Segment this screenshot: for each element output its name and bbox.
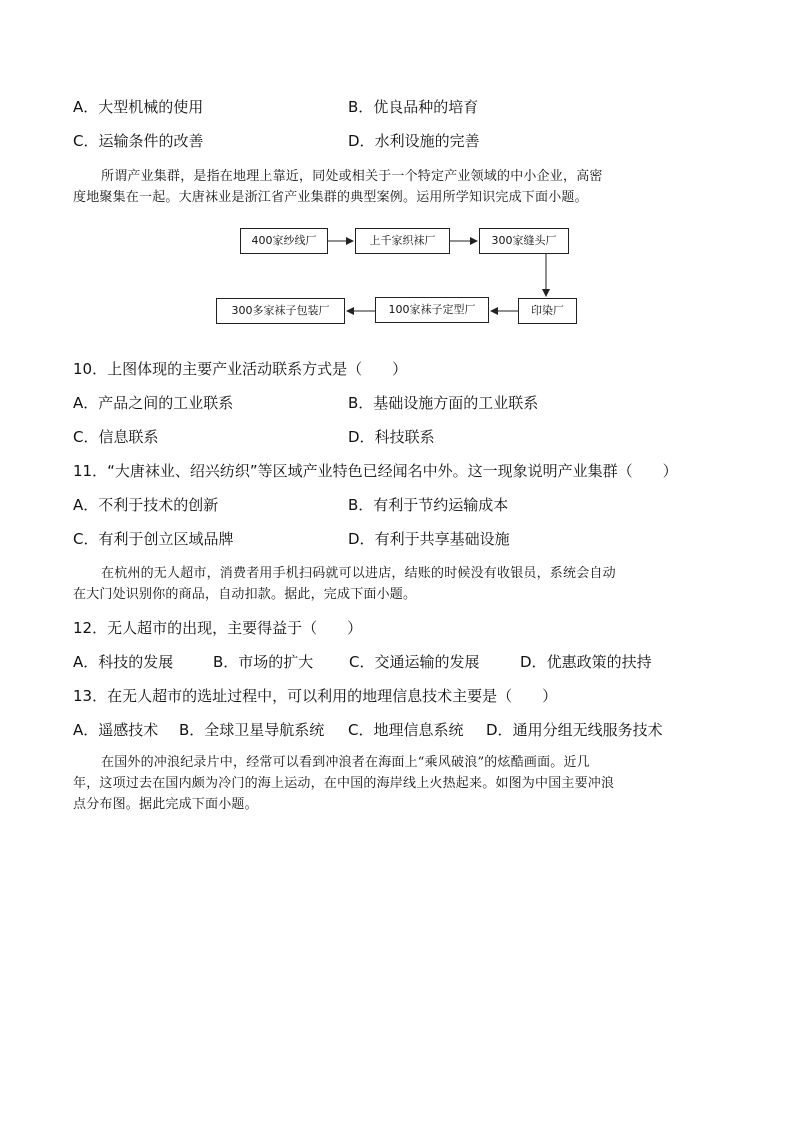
option-text: 交通运输的发展 bbox=[374, 653, 480, 671]
option-text: 科技联系 bbox=[374, 428, 435, 446]
flow-node-dyeing-factory: 印染厂 bbox=[518, 298, 577, 324]
option-letter: C． bbox=[73, 530, 99, 548]
passage-line: 在大门处识别你的商品，自动扣款。据此，完成下面小题。 bbox=[73, 587, 417, 602]
flow-node-sock-shaping-factory: 100家袜子定型厂 bbox=[375, 297, 489, 323]
option-letter: C． bbox=[73, 132, 99, 150]
q13-option-d[interactable] bbox=[486, 720, 663, 740]
option-text: 大型机械的使用 bbox=[98, 98, 204, 116]
option-letter: D． bbox=[348, 132, 375, 150]
q11-option-d[interactable] bbox=[348, 529, 510, 549]
option-letter: D． bbox=[520, 653, 547, 671]
flow-node-sock-packaging-factory: 300多家袜子包装厂 bbox=[216, 298, 345, 324]
option-text: 有利于创立区域品牌 bbox=[98, 530, 234, 548]
option-letter: C． bbox=[349, 653, 375, 671]
option-text: 基础设施方面的工业联系 bbox=[373, 394, 539, 412]
option-letter: B． bbox=[179, 721, 205, 739]
option-letter: A． bbox=[73, 394, 99, 412]
q11-option-b[interactable] bbox=[348, 495, 508, 515]
passage-line: 所谓产业集群，是指在地理上靠近，同处或相关于一个特定产业领域的中小企业，高密 bbox=[101, 169, 603, 184]
flow-node-yarn-factory: 400家纱线厂 bbox=[240, 228, 328, 254]
option-text: 不利于技术的创新 bbox=[98, 496, 219, 514]
option-letter: B． bbox=[348, 394, 374, 412]
q13-option-c[interactable] bbox=[348, 720, 464, 740]
option-letter: A． bbox=[73, 98, 99, 116]
option-text: 有利于节约运输成本 bbox=[373, 496, 509, 514]
option-text: 水利设施的完善 bbox=[374, 132, 480, 150]
option-text: 地理信息系统 bbox=[373, 721, 464, 739]
q12-option-b[interactable] bbox=[213, 652, 313, 672]
q10-option-a[interactable] bbox=[73, 393, 233, 413]
option-letter: B． bbox=[348, 496, 374, 514]
flow-node-toe-sewing-factory: 300家缝头厂 bbox=[479, 228, 569, 254]
option-text: 运输条件的改善 bbox=[98, 132, 204, 150]
option-text: 通用分组无线服务技术 bbox=[512, 721, 663, 739]
passage-line: 点分布图。据此完成下面小题。 bbox=[73, 797, 258, 812]
option-text: 产品之间的工业联系 bbox=[98, 394, 234, 412]
option-text: 优惠政策的扶持 bbox=[546, 653, 652, 671]
option-text: 全球卫星导航系统 bbox=[204, 721, 325, 739]
q11-stem: 11．“大唐袜业、绍兴纺织”等区域产业特色已经闻名中外。这一现象说明产业集群（ ） bbox=[73, 462, 678, 480]
option-letter: A． bbox=[73, 653, 99, 671]
flow-node-sock-weaving-factory: 上千家织袜厂 bbox=[355, 228, 450, 254]
option-letter: D． bbox=[486, 721, 513, 739]
passage-line: 在国外的冲浪纪录片中，经常可以看到冲浪者在海面上“乘风破浪”的炫酷画面。近几 bbox=[101, 755, 590, 770]
q13-stem: 13．在无人超市的选址过程中，可以利用的地理信息技术主要是（ ） bbox=[73, 687, 558, 705]
option-letter: A． bbox=[73, 721, 99, 739]
q12-option-a[interactable] bbox=[73, 652, 173, 672]
q13-option-b[interactable] bbox=[179, 720, 324, 740]
passage-surfing bbox=[73, 752, 614, 815]
option-letter: B． bbox=[213, 653, 239, 671]
q10-option-b[interactable] bbox=[348, 393, 538, 413]
passage-line: 年，这项过去在国内颇为冷门的海上运动，在中国的海岸线上火热起来。如图为中国主要冲浪 bbox=[73, 776, 615, 791]
option-text: 市场的扩大 bbox=[238, 653, 314, 671]
option-text: 信息联系 bbox=[98, 428, 159, 446]
option-letter: C． bbox=[348, 721, 374, 739]
option-text: 遥感技术 bbox=[98, 721, 159, 739]
option-letter: A． bbox=[73, 496, 99, 514]
option-text: 科技的发展 bbox=[98, 653, 174, 671]
q11-option-c[interactable] bbox=[73, 529, 234, 549]
q12-option-d[interactable] bbox=[520, 652, 652, 672]
q12-stem: 12．无人超市的出现，主要得益于（ ） bbox=[73, 619, 363, 637]
q10-option-d[interactable] bbox=[348, 427, 435, 447]
option-letter: D． bbox=[348, 428, 375, 446]
passage-unmanned-supermarket bbox=[73, 563, 616, 605]
q13-option-a[interactable] bbox=[73, 720, 158, 740]
option-text: 优良品种的培育 bbox=[373, 98, 479, 116]
passage-line: 在杭州的无人超市，消费者用手机扫码就可以进店，结账的时候没有收银员，系统会自动 bbox=[101, 566, 616, 581]
q10-stem: 10．上图体现的主要产业活动联系方式是（ ） bbox=[73, 360, 408, 378]
passage-line: 度地聚集在一起。大唐袜业是浙江省产业集群的典型案例。运用所学知识完成下面小题。 bbox=[73, 190, 588, 205]
option-text: 有利于共享基础设施 bbox=[374, 530, 510, 548]
q10-option-c[interactable] bbox=[73, 427, 159, 447]
q12-option-c[interactable] bbox=[349, 652, 480, 672]
option-letter: D． bbox=[348, 530, 375, 548]
option-letter: C． bbox=[73, 428, 99, 446]
q11-option-a[interactable] bbox=[73, 495, 218, 515]
option-letter: B． bbox=[348, 98, 374, 116]
